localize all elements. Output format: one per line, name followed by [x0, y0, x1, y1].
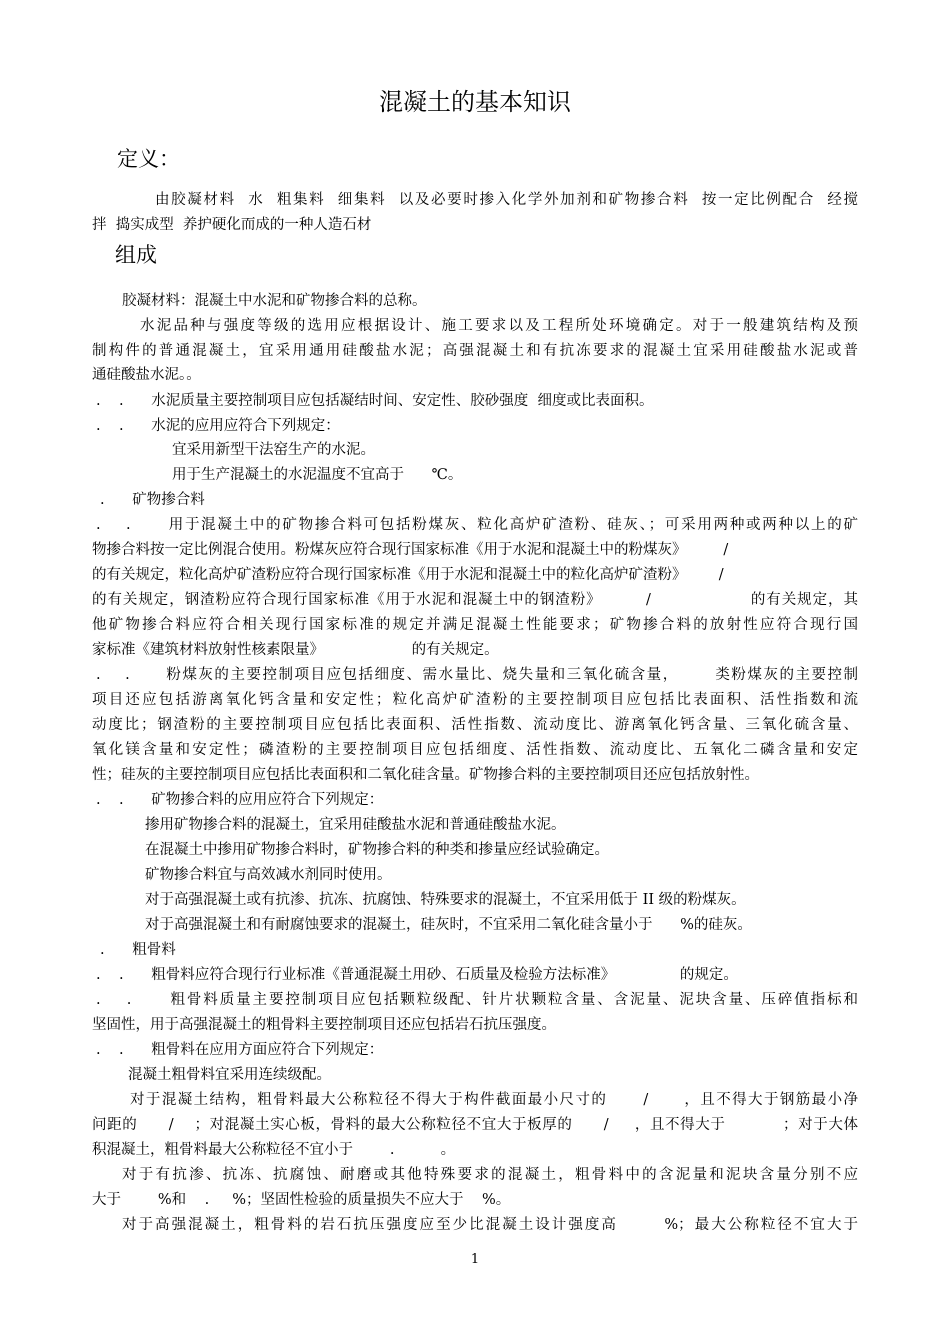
section-heading: . 粗骨料: [100, 942, 176, 958]
body-line: 用于生产混凝土的水泥温度不宜高于 ℃。: [172, 467, 463, 483]
body-line: . . 粉煤灰的主要控制项目应包括细度、需水量比、烧失量和三氧化硫含量， 类粉煤灰的主要控制: [96, 667, 858, 683]
body-line: 的有关规定，钢渣粉应符合现行国家标准《用于水泥和混凝土中的钢渣粉》 / 的有关规定，其: [92, 592, 858, 608]
body-line: 对于高强混凝土，粗骨料的岩石抗压强度应至少比混凝土设计强度高 %；最大公称粒径不宜大于: [122, 1217, 858, 1233]
body-line: 的有关规定，粒化高炉矿渣粉应符合现行国家标准《用于水泥和混凝土中的粒化高炉矿渣粉》 /: [92, 567, 724, 583]
section-heading: . 矿物掺合料: [100, 492, 205, 508]
body-line: 混凝土粗骨料宜采用连续级配。: [128, 1067, 331, 1083]
page-title: 混凝土的基本知识: [379, 88, 571, 116]
body-line: 他矿物掺合料应符合相关现行国家标准的规定并满足混凝土性能要求；矿物掺合料的放射性应符合现行国: [92, 617, 858, 633]
page-number: 1: [470, 1252, 480, 1267]
body-line: 矿物掺合料宜与高效减水剂同时使用。: [145, 867, 392, 883]
body-line: 在混凝土中掺用矿物掺合料时，矿物掺合料的种类和掺量应经试验确定。: [145, 842, 609, 858]
body-line: 通硅酸盐水泥。。: [92, 367, 201, 383]
body-line: . . 水泥的应用应符合下列规定：: [96, 418, 340, 434]
body-line: 项目还应包括游离氧化钙含量和安定性；粒化高炉矿渣粉的主要控制项目应包括比表面积、活性指数和流: [92, 692, 858, 708]
body-line: . . 粗骨料在应用方面应符合下列规定：: [96, 1042, 384, 1058]
body-line: 宜采用新型干法窑生产的水泥。: [172, 442, 375, 458]
body-line: . . 粗骨料质量主要控制项目应包括颗粒级配、针片状颗粒含量、含泥量、泥块含量、压碎值指标和: [96, 992, 858, 1008]
body-line: 坚固性，用于高强混凝土的粗骨料主要控制项目还应包括岩石抗压强度。: [92, 1017, 556, 1033]
heading-composition: 组成: [115, 243, 157, 267]
body-line: . . 矿物掺合料的应用应符合下列规定：: [96, 792, 384, 808]
definition-line: 由胶凝材料 水 粗集料 细集料 以及必要时掺入化学外加剂和矿物掺合料 按一定比例配合 经搅: [155, 192, 858, 208]
body-line: 家标准《建筑材料放射性核素限量》 的有关规定。: [92, 642, 499, 658]
body-line: . . 水泥质量主要控制项目应包括凝结时间、安定性、胶砂强度 细度或比表面积。: [96, 393, 654, 409]
body-line: . . 粗骨料应符合现行行业标准《普通混凝土用砂、石质量及检验方法标准》 的规定。: [96, 967, 738, 983]
body-line: 氧化镁含量和安定性；磷渣粉的主要控制项目应包括细度、活性指数、流动度比、五氧化二磷含量和安定: [92, 742, 858, 758]
heading-definition: 定义：: [117, 147, 180, 171]
definition-line: 拌 捣实成型 养护硬化而成的一种人造石材: [92, 217, 372, 233]
body-line: 性；硅灰的主要控制项目应包括比表面积和二氧化硅含量。矿物掺合料的主要控制项目还应包括放射性。: [92, 767, 759, 783]
body-line: 掺用矿物掺合料的混凝土，宜采用硅酸盐水泥和普通硅酸盐水泥。: [145, 817, 566, 833]
body-line: 物掺合料按一定比例混合使用。粉煤灰应符合现行国家标准《用于水泥和混凝土中的粉煤灰》 /: [92, 542, 729, 558]
body-line: 积混凝土，粗骨料最大公称粒径不宜小于 . 。: [92, 1142, 456, 1158]
body-line: 动度比；钢渣粉的主要控制项目应包括比表面积、活性指数、流动度比、游离氧化钙含量、三氧化硫含量、: [92, 717, 858, 733]
body-line: 胶凝材料：混凝土中水泥和矿物掺合料的总称。: [122, 293, 427, 309]
body-line: 问距的 / ；对混凝土实心板，骨料的最大公称粒径不宜大于板厚的 / ，且不得大于 ；对于大体: [92, 1117, 858, 1133]
body-line: 对于混凝土结构，粗骨料最大公称粒径不得大于构件截面最小尺寸的 / ，且不得大于钢筋最小净: [130, 1092, 858, 1108]
body-line: 对于高强混凝土或有抗渗、抗冻、抗腐蚀、特殊要求的混凝土，不宜采用低于 II 级的粉煤灰。: [145, 892, 746, 908]
body-line: 对于有抗渗、抗冻、抗腐蚀、耐磨或其他特殊要求的混凝土，粗骨料中的含泥量和泥块含量分别不应: [122, 1167, 858, 1183]
body-line: 水泥品种与强度等级的选用应根据设计、施工要求以及工程所处环境确定。对于一般建筑结构及预: [140, 318, 858, 334]
body-line: 制构件的普通混凝土，宜采用通用硅酸盐水泥；高强混凝土和有抗冻要求的混凝土宜采用硅酸盐水泥或普: [92, 343, 858, 359]
body-line: 大于 %和 . %；坚固性检验的质量损失不应大于 %。: [92, 1192, 511, 1208]
body-line: . . 用于混凝土中的矿物掺合料可包括粉煤灰、粒化高炉矿渣粉、硅灰、；可采用两种或两种以上的矿: [96, 517, 858, 533]
body-line: 对于高强混凝土和有耐腐蚀要求的混凝土，硅灰时，不宜采用二氧化硅含量小于 %的硅灰。: [145, 917, 752, 933]
